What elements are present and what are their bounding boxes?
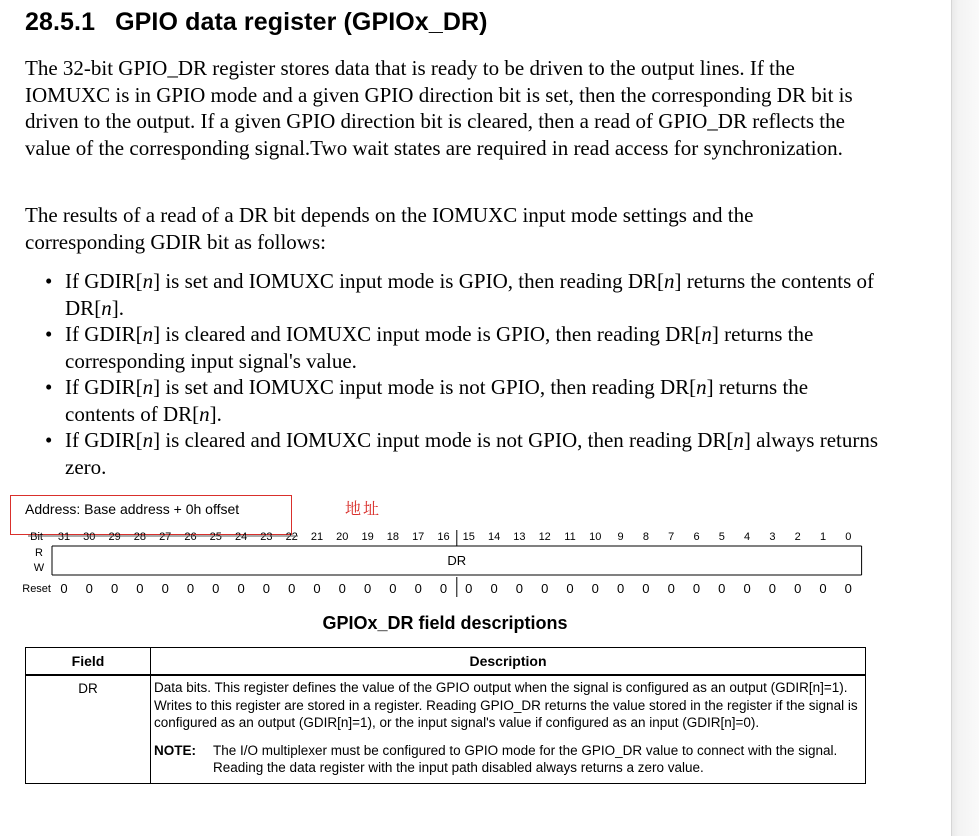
reset-value: 0 [667, 581, 675, 596]
bit-number-label: 15 [462, 531, 475, 543]
bit-number-label: 20 [336, 531, 349, 543]
reset-value: 0 [616, 581, 625, 596]
reset-value: 0 [439, 581, 448, 596]
table-row [26, 675, 866, 783]
reset-value: 0 [161, 581, 169, 596]
handwritten-annotation: 地址 [345, 499, 382, 518]
field-description: Data bits. This register defines the value of the GPIO output when the signal is configured as an output (GDIR[n]=1). Writes to this register are stored in a register. Reading GPIO_DR returns the value stored in the register if the signal is configured as an output (GDIR[n]=1), or the input signal's value if configured as an input (GDIR[n]=0). [154, 680, 858, 730]
reset-value: 0 [566, 581, 574, 596]
field-column-header: Field [26, 648, 151, 676]
bit-number-label: 2 [794, 531, 801, 543]
reset-value: 0 [237, 581, 245, 596]
reset-value: 0 [743, 581, 751, 596]
list-item-text: If GDIR[n] is set and IOMUXC input mode is not GPIO, then reading DR[n] returns the contents of DR[n]. [65, 375, 809, 426]
reset-value: 0 [465, 581, 473, 596]
bit-number-label: 22 [285, 531, 298, 543]
bit-number-label: 11 [564, 531, 576, 543]
list-item-text: If GDIR[n] is set and IOMUXC input mode is GPIO, then reading DR[n] returns the contents of DR[n]. [65, 269, 874, 320]
reset-value: 0 [768, 581, 777, 596]
intro-paragraph: The 32-bit GPIO_DR register stores data that is ready to be driven to the output lines. If the IOMUXC is in GPIO mode and a given GPIO direction bit is set, then the corresponding DR bit is driven to the output. If a given GPIO direction bit is cleared, then a read of GPIO_DR reflects the value of the corresponding signal.Two wait states are required in read access for synchronization. [25, 56, 853, 160]
bullet-icon: • [45, 322, 53, 346]
list-item-text: If GDIR[n] is cleared and IOMUXC input mode is not GPIO, then reading DR[n] always returns zero. [65, 428, 879, 479]
bit-number-label: 1 [819, 531, 827, 543]
reset-value: 0 [338, 581, 346, 596]
bit-number-label: 26 [184, 531, 197, 543]
field-name-cell: DR [26, 675, 151, 783]
reset-value: 0 [718, 581, 726, 596]
reset-value: 0 [60, 581, 68, 596]
bit-number-label: 24 [234, 531, 248, 543]
field-description-table [25, 647, 866, 784]
reset-row-label: Reset [22, 583, 51, 595]
bit-number-label: 4 [744, 531, 751, 543]
read-row-label: R [35, 547, 43, 559]
reset-value: 0 [642, 581, 650, 596]
list-item [42, 427, 882, 480]
register-field-name: DR [447, 553, 467, 568]
note-text: The I/O multiplexer must be configured to GPIO mode for the GPIO_DR value to connect with the signal. Reading the data register with the input path disabled always returns a zero value. [213, 742, 838, 775]
read-behavior-paragraph: The results of a read of a DR bit depends on the IOMUXC input mode settings and the corresponding GDIR bit as follows: [25, 203, 754, 254]
reset-value: 0 [692, 581, 701, 596]
list-item [42, 268, 882, 321]
bit-number-label: 9 [617, 531, 624, 543]
reset-value: 0 [490, 581, 498, 596]
reset-value: 0 [515, 581, 524, 596]
bit-number-label: 8 [642, 531, 649, 543]
reset-value: 0 [389, 581, 397, 596]
bullet-icon: • [45, 269, 53, 293]
reset-value: 0 [288, 581, 296, 596]
reset-value: 0 [136, 581, 144, 596]
bit-number-label: 3 [769, 531, 776, 543]
reset-value: 0 [541, 581, 549, 596]
bit-number-label: 31 [57, 531, 71, 543]
bit-number-label: 17 [412, 531, 425, 543]
bit-number-label: 7 [668, 531, 675, 543]
bit-number-label: 29 [108, 531, 121, 543]
bullet-icon: • [45, 428, 53, 452]
reset-value: 0 [212, 581, 220, 596]
note-label: NOTE: [154, 742, 196, 758]
description-column-header: Description [151, 648, 866, 676]
reset-value: 0 [313, 581, 321, 596]
bit-number-label: 23 [260, 531, 273, 543]
bit-number-label: 27 [159, 531, 172, 543]
bit-number-label: 5 [718, 531, 725, 543]
bit-number-label: 14 [487, 531, 501, 543]
bit-number-label: 30 [83, 531, 96, 543]
bit-number-label: 19 [361, 531, 374, 543]
reset-value: 0 [110, 581, 119, 596]
register-diagram [0, 526, 951, 606]
reset-value: 0 [844, 581, 852, 596]
reset-value: 0 [186, 581, 195, 596]
bullet-icon: • [45, 375, 53, 399]
register-address: Address: Base address + 0h offset [25, 501, 240, 517]
list-item [42, 374, 882, 427]
list-item-text: If GDIR[n] is cleared and IOMUXC input mode is GPIO, then reading DR[n] returns the corresponding input signal's value. [65, 322, 814, 373]
reset-value: 0 [85, 581, 93, 596]
bit-number-label: 28 [133, 531, 147, 543]
bit-number-label: 18 [386, 531, 400, 543]
bit-number-label: 6 [693, 531, 700, 543]
reset-value: 0 [819, 581, 827, 596]
reset-value: 0 [363, 581, 372, 596]
read-rules-list [42, 268, 882, 480]
viewer-scroll-gutter [951, 0, 979, 836]
reset-value: 0 [262, 581, 271, 596]
reset-value: 0 [414, 581, 422, 596]
description-cell [151, 675, 866, 783]
table-header-row [26, 648, 866, 676]
reset-value: 0 [794, 581, 802, 596]
section-title: GPIO data register (GPIOx_DR) [115, 8, 488, 36]
bit-number-label: 13 [513, 531, 526, 543]
bit-number-label: 16 [437, 531, 450, 543]
section-number: 28.5.1 [25, 8, 96, 36]
write-row-label: W [33, 562, 45, 574]
table-title: GPIOx_DR field descriptions [322, 613, 568, 633]
bit-row-label: Bit [30, 531, 43, 543]
bit-number-label: 25 [209, 531, 222, 543]
bit-number-label: 10 [589, 531, 602, 543]
note-block [154, 742, 862, 777]
reset-value: 0 [591, 581, 599, 596]
section-heading [25, 8, 488, 37]
bit-number-label: 12 [538, 531, 551, 543]
bit-number-label: 0 [845, 531, 852, 543]
bit-number-label: 21 [310, 531, 324, 543]
list-item [42, 321, 882, 374]
